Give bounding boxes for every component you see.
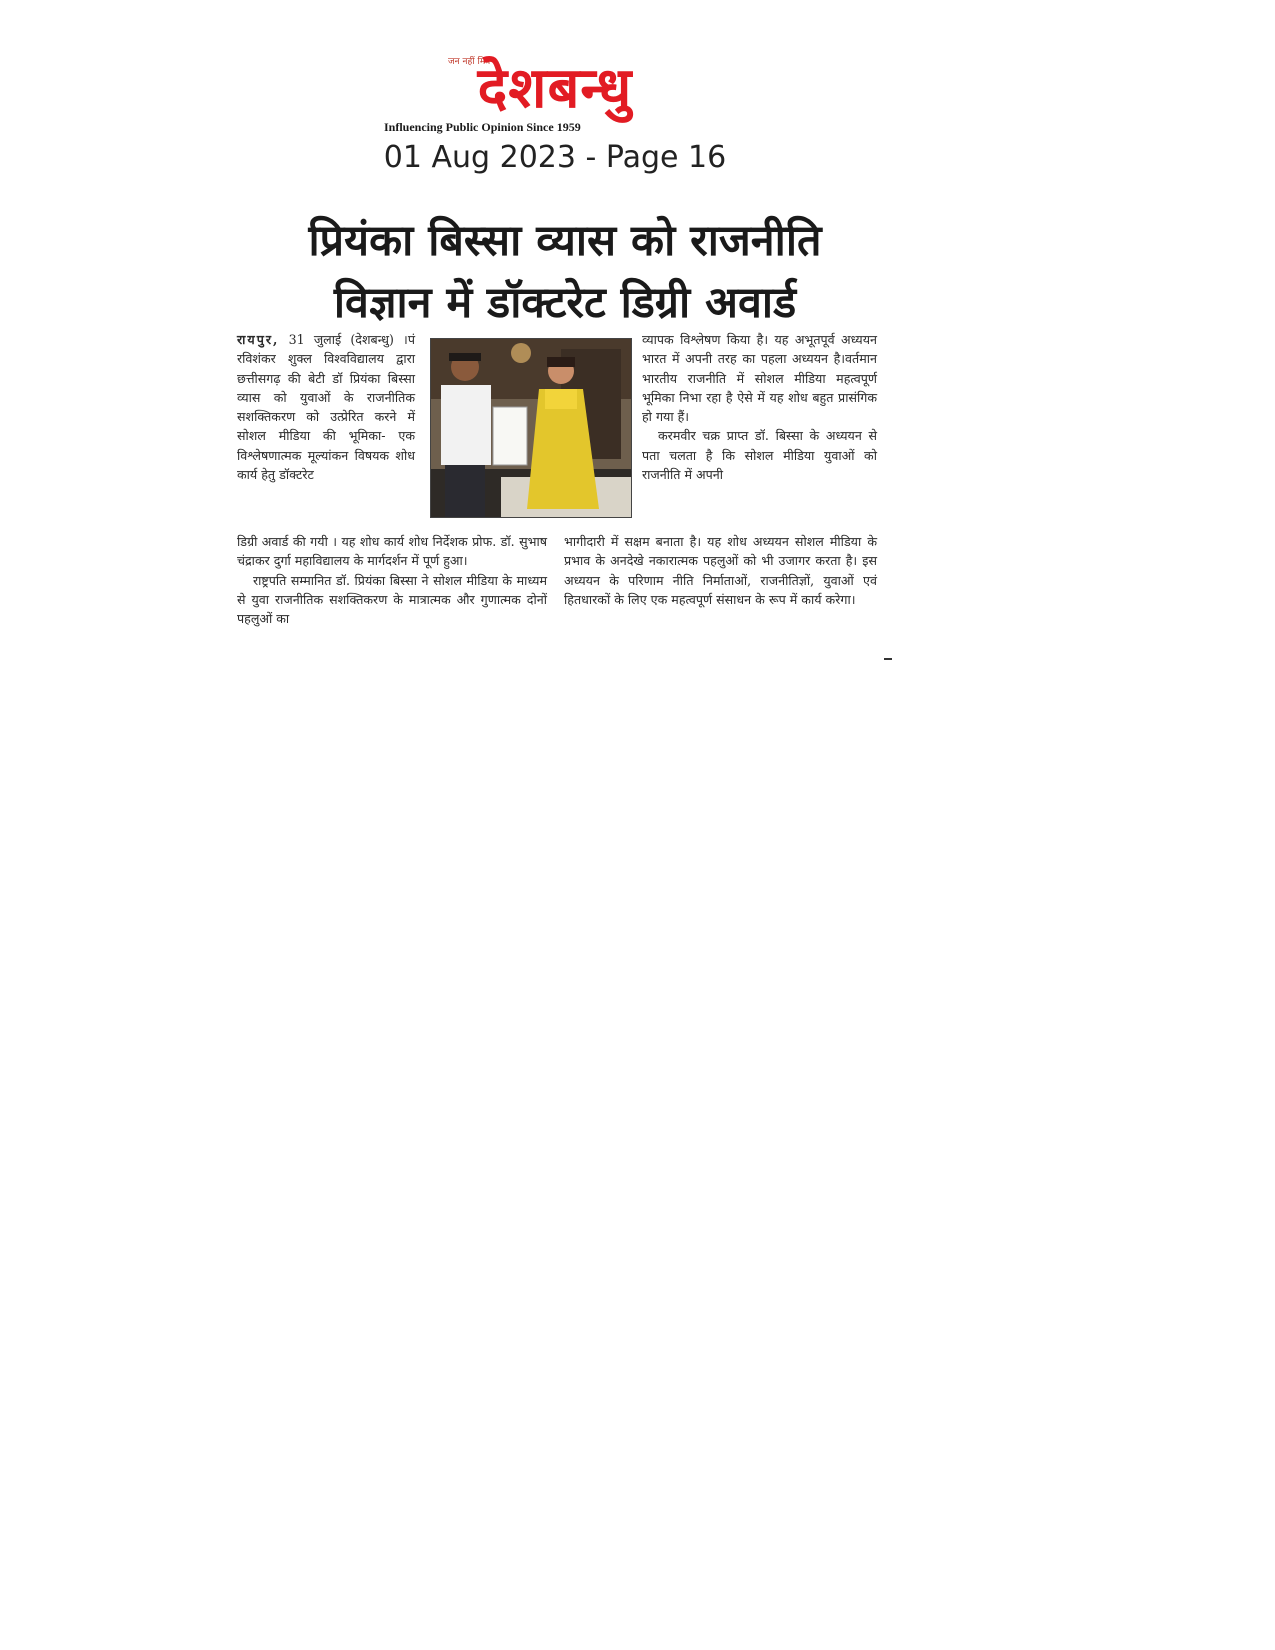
headline-line-2: विज्ञान में डॉक्टरेट डिग्री अवार्ड — [333, 278, 797, 328]
article-text-col1: 31 जुलाई (देशबन्धु) ।पं रविशंकर शुक्ल विश्वविद्यालय द्वारा छत्तीसगढ़ की बेटी डॉ प्रियंका बिस्सा व्यास को युवाओं के राजनीतिक सशक्तिकरण को उत्प्रेरित करने में सोशल मीडिया की भूमिका- एक विश्लेषणात्मक मूल्यांकन विषयक शोध कार्य हेतु डॉक्टरेट — [237, 332, 415, 483]
article-text-col2-p2: राष्ट्रपति सम्मानित डॉ. प्रियंका बिस्सा ने सोशल मीडिया के माध्यम से युवा राजनीतिक सशक्तिकरण के मात्रात्मक और गुणात्मक दोनों पहलुओं का — [237, 572, 547, 627]
article-text-col2-p1: डिग्री अवार्ड की गयी । यह शोध कार्य शोध निर्देशक प्रोफ. डॉ. सुभाष चंद्राकर दुर्गा महाविद्यालय के मार्गदर्शन में पूर्ण हुआ। — [237, 534, 547, 569]
article-photo — [430, 338, 632, 518]
article-column-1 — [237, 330, 415, 484]
article-column-2 — [237, 532, 547, 628]
masthead-tagline: Influencing Public Opinion Since 1959 — [384, 120, 581, 134]
masthead-top-text: जन नहीं मित्र — [448, 57, 491, 67]
article-text-col3-p2: करमवीर चक्र प्राप्त डॉ. बिस्सा के अध्ययन से पता चलता है कि सोशल मीडिया युवाओं को राजनीति में अपनी — [642, 428, 877, 483]
masthead — [370, 52, 740, 138]
article-text-col4: भागीदारी में सक्षम बनाता है। यह शोध अध्ययन सोशल मीडिया के प्रभाव के अनदेखे नकारात्मक पहलुओं को भी उजागर करता है। इस अध्ययन के परिणाम नीति निर्माताओं, राजनीतिज्ञों, युवाओं एवं हितधारकों के लिए एक महत्वपूर्ण संसाधन के रूप में कार्य करेगा। — [564, 534, 877, 607]
photo-illustration — [431, 339, 631, 517]
article-column-4 — [564, 532, 877, 609]
edition-date-page: 01 Aug 2023 - Page 16 — [383, 140, 727, 175]
article-text-col3-p1: व्यापक विश्लेषण किया है। यह अभूतपूर्व अध्ययन भारत में अपनी तरह का पहला अध्ययन है।वर्तमान भारतीय राजनीति में सोशल मीडिया महत्वपूर्ण भूमिका निभा रहा है ऐसे में यह शोध बहुत प्रासंगिक हो गया हैं। — [642, 332, 877, 425]
headline-line-1: प्रियंका बिस्सा व्यास को राजनीति — [308, 216, 822, 266]
article-dateline: रायपुर, — [237, 332, 280, 347]
article-column-3 — [642, 330, 877, 484]
newspaper-logo: देशबन्धु — [477, 56, 633, 121]
article-end-mark — [884, 658, 892, 660]
article-headline — [225, 210, 905, 334]
